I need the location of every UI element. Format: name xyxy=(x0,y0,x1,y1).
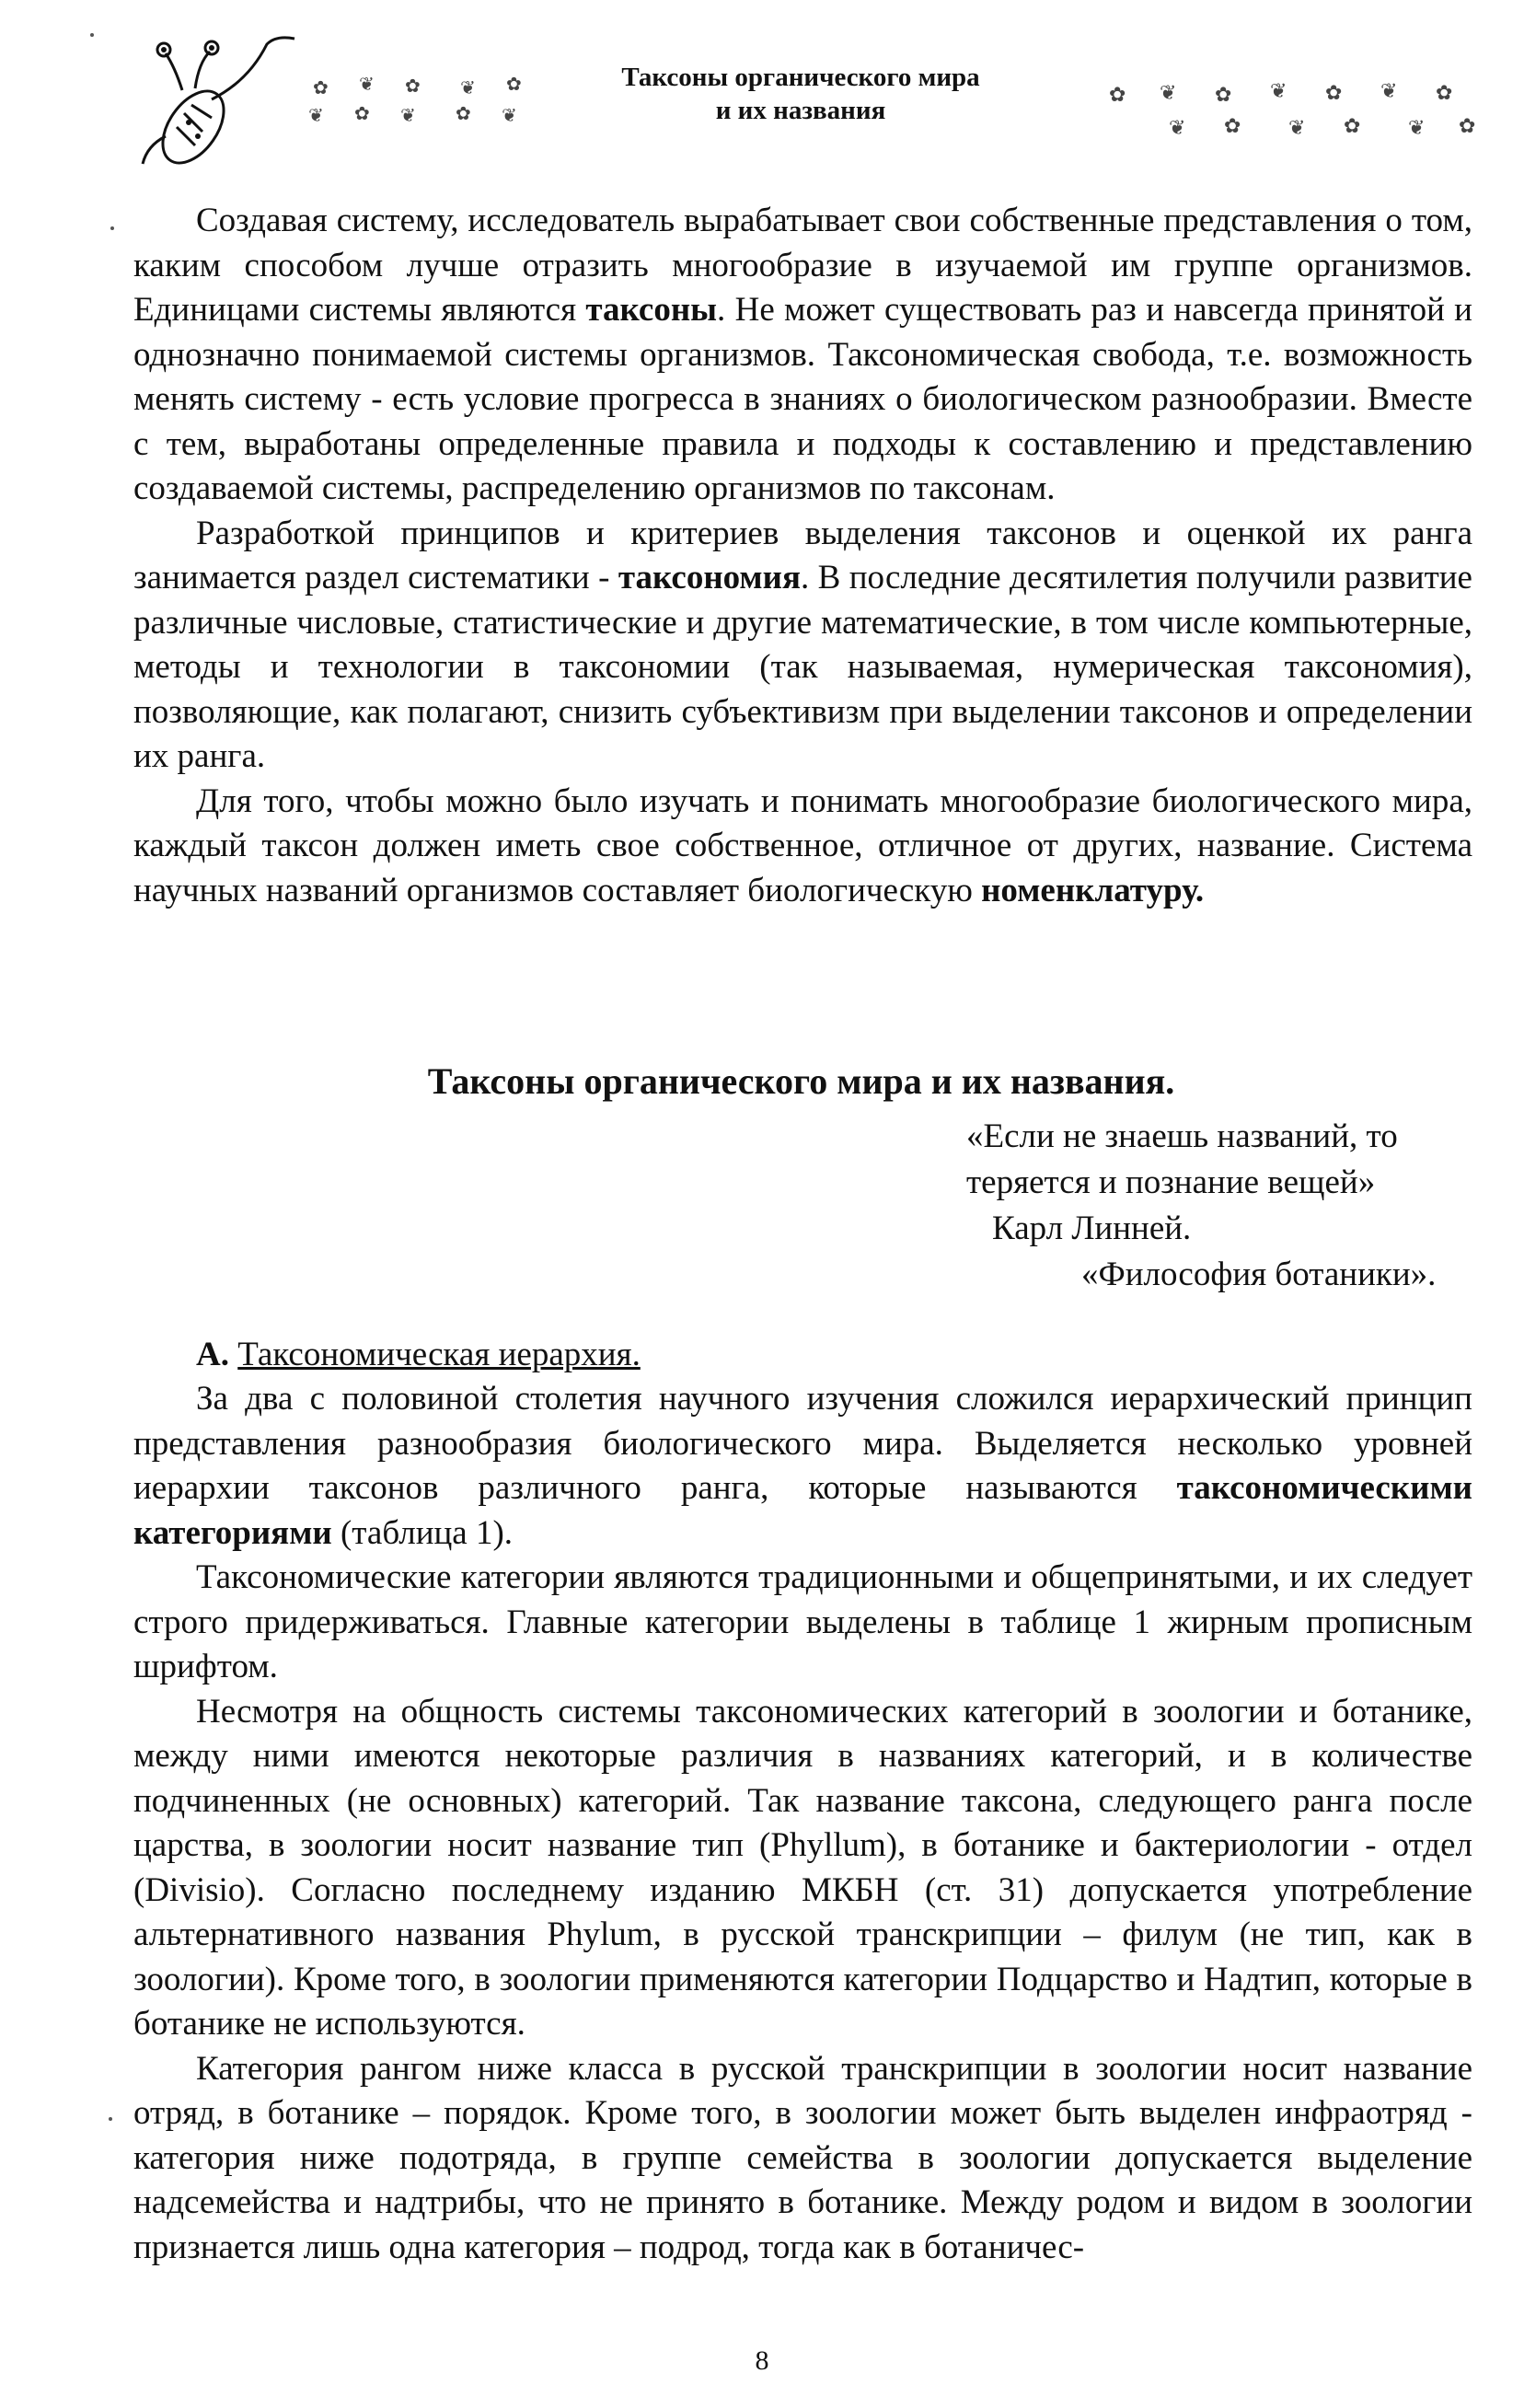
svg-text:❦: ❦ xyxy=(502,104,517,126)
svg-text:❦: ❦ xyxy=(308,104,324,126)
paragraph xyxy=(133,1377,1472,1556)
text-run: Категория рангом ниже класса в русской транскрипции в зоологии носит название отряд, в ботанике – порядок. Кроме того, в зоологии может быть выделен инфраотряд - категория ниже подотряда, в группе семейства в зоологии допускается выделение надсемейства и надтрибы, что не принято в ботанике. Между родом и видом в зоологии признается лишь одна категория – подрод, тогда как в ботаничес- xyxy=(133,2049,1472,2266)
svg-text:✿: ✿ xyxy=(1109,84,1126,107)
svg-text:✿: ✿ xyxy=(1215,84,1232,107)
bold-term: номенклатуру. xyxy=(981,871,1205,909)
subsection-letter: А. xyxy=(196,1336,229,1373)
paragraph xyxy=(133,199,1472,512)
svg-text:✿: ✿ xyxy=(354,102,370,124)
svg-text:❦: ❦ xyxy=(1380,80,1398,103)
paragraph xyxy=(133,1690,1472,2047)
text-run: За два с половиной столетия научного изучения сложился иерархический принцип представления разнообразия биологического мира. Выделяется несколько уровней иерархии таксонов различного ранга, которые называются xyxy=(133,1380,1472,1507)
subsection-heading xyxy=(196,1333,641,1377)
svg-text:❦: ❦ xyxy=(1169,117,1186,140)
text-run: Таксономические категории являются традиционными и общепринятыми, и их следует строго придерживаться. Главные категории выделены в таблице 1 жирным прописным шрифтом. xyxy=(133,1558,1472,1685)
epigraph-quote-line2: теряется и познание вещей» xyxy=(966,1163,1376,1201)
page-number: 8 xyxy=(755,2345,769,2376)
text-run: (таблица 1). xyxy=(331,1513,514,1552)
text-run: Создавая систему, исследователь вырабатывает свои собственные представления о том, каким способом лучше отразить многообразие в изучаемой им группе организмов. Единицами системы являются xyxy=(133,202,1472,329)
svg-text:✿: ✿ xyxy=(456,102,471,124)
svg-text:✿: ✿ xyxy=(1325,82,1343,105)
text-run: . В последние десятилетия получили развитие различные числовые, статистические и другие математические, в том числе компьютерные, методы и технологии в таксономии (так называемая, нумерическая таксономия), позволяющие, как полагают, снизить субъективизм при выделении таксонов и определении их ранга. xyxy=(133,559,1472,775)
svg-text:❦: ❦ xyxy=(1408,117,1426,140)
intro-text xyxy=(133,199,1472,913)
text-run: Разработкой принципов и критериев выделения таксонов и оценкой их ранга занимается раздел систематики - xyxy=(133,514,1472,596)
body-text xyxy=(133,1377,1472,2270)
svg-text:❦: ❦ xyxy=(460,76,476,98)
insect-logo-icon xyxy=(138,26,304,173)
text-run: Для того, чтобы можно было изучать и понимать многообразие биологического мира, каждый таксон должен иметь свое собственное, отличное от других, название. Система научных названий организмов составляет биологическую xyxy=(133,781,1472,909)
scan-speck xyxy=(90,33,94,37)
epigraph-quote-line1: «Если не знаешь названий, то xyxy=(966,1117,1398,1155)
decorative-border-icon xyxy=(304,74,552,129)
bold-term: таксономия xyxy=(618,559,801,596)
svg-text:❦: ❦ xyxy=(359,74,375,95)
running-header xyxy=(571,61,1031,127)
decorative-border-icon xyxy=(1104,74,1491,147)
svg-text:✿: ✿ xyxy=(506,74,522,95)
svg-text:✿: ✿ xyxy=(1436,82,1453,105)
section-title: Таксоны органического мира и их названия. xyxy=(427,1060,1175,1102)
bold-term: таксоны xyxy=(585,291,718,329)
running-header-line2: и их названия xyxy=(715,96,886,125)
svg-text:✿: ✿ xyxy=(405,75,421,97)
svg-text:✿: ✿ xyxy=(1344,115,1361,138)
bold-term: таксономическими категориями xyxy=(133,1469,1472,1552)
text-run: Несмотря на общность системы таксономических категорий в зоологии и ботанике, между ними имеются некоторые различия в названиях категорий, и в количестве подчиненных (не основных) категорий. Так название таксона, следующего ранга после царства, в зоологии носит название тип (Phyllum), в ботанике и бактериологии - отдел (Divisio). Согласно последнему изданию МКБН (ст. 31) допускается употребление альтернативного названия Phylum, в русской транскрипции – филум (не тип, как в зоологии). Кроме того, в зоологии применяются категории Подцарство и Надтип, которые в ботанике не используются. xyxy=(133,1692,1472,2043)
scan-speck xyxy=(110,226,114,230)
paragraph xyxy=(133,2047,1472,2271)
epigraph-source: «Философия ботаники». xyxy=(1081,1256,1437,1293)
subsection-title: Таксономическая иерархия. xyxy=(237,1336,641,1373)
scan-speck xyxy=(109,2117,112,2121)
svg-text:✿: ✿ xyxy=(313,76,329,98)
epigraph-author: Карл Линней. xyxy=(992,1210,1192,1247)
svg-text:❦: ❦ xyxy=(1160,82,1177,105)
svg-text:❦: ❦ xyxy=(400,104,416,126)
epigraph xyxy=(966,1114,1482,1298)
svg-text:✿: ✿ xyxy=(1224,115,1241,138)
svg-text:✿: ✿ xyxy=(1459,115,1476,138)
paragraph xyxy=(133,512,1472,780)
paragraph xyxy=(133,780,1472,914)
svg-text:❦: ❦ xyxy=(1270,80,1287,103)
paragraph xyxy=(133,1556,1472,1690)
svg-text:❦: ❦ xyxy=(1288,117,1306,140)
text-run: . Не может существовать раз и навсегда принятой и однозначно понимаемой системы организмов. Таксономическая свобода, т.е. возможность менять систему - есть условие прогресса в знаниях о биологическом разнообразии. Вместе с тем, выработаны определенные правила и подходы к составлению и представлению создаваемой системы, распределению организмов по таксонам. xyxy=(133,291,1472,507)
running-header-line1: Таксоны органического мира xyxy=(621,63,980,92)
